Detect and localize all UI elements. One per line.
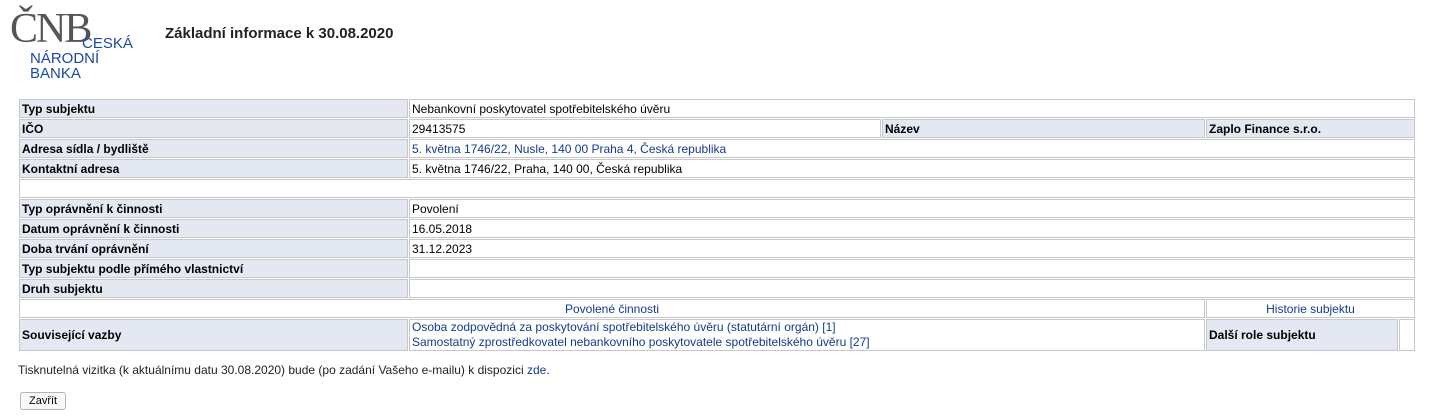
label-typ-subjektu: Typ subjektu (19, 99, 408, 118)
label-souvisejici: Související vazby (19, 319, 408, 351)
info-table (18, 98, 1416, 352)
value-kontakt: 5. května 1746/22, Praha, 140 00, Česká republika (409, 159, 1415, 178)
value-typ-opravneni: Povolení (409, 199, 1415, 218)
label-doba-trvani: Doba trvání oprávnění (19, 239, 408, 258)
value-doba-trvani: 31.12.2023 (409, 239, 1415, 258)
value-nazev: Zaplo Finance s.r.o. (1206, 119, 1415, 138)
value-dalsi-role (1399, 319, 1415, 351)
logo-line-1: ČESKÁ (82, 35, 133, 52)
logo-line-2: NÁRODNÍ (30, 50, 100, 67)
label-nazev: Název (882, 119, 1205, 138)
close-button[interactable]: Zavřít (20, 392, 66, 410)
footer-end: . (546, 363, 550, 377)
page-title: Základní informace k 30.08.2020 (165, 25, 394, 42)
table-row (19, 119, 1415, 138)
related-links-cell (409, 319, 1205, 351)
table-row (19, 99, 1415, 118)
zde-link[interactable]: zde (526, 363, 547, 377)
label-datum-opravneni: Datum oprávnění k činnosti (19, 219, 408, 238)
cnb-logo (10, 6, 133, 84)
logo-line-3: BANKA (30, 65, 81, 82)
table-row (19, 259, 1415, 278)
value-druh-subjektu (409, 279, 1415, 298)
historie-subjektu-link[interactable]: Historie subjektu (1206, 299, 1415, 318)
related-link-statutarni[interactable]: Osoba zodpovědná za poskytování spotřebitelského úvěru (statutární orgán) [1] (412, 320, 836, 334)
value-datum-opravneni: 16.05.2018 (409, 219, 1415, 238)
related-link-zprostredkovatel[interactable]: Samostatný zprostředkovatel nebankovního poskytovatele spotřebitelského úvěru [27] (412, 335, 870, 349)
label-dalsi-role: Další role subjektu (1206, 319, 1398, 351)
table-row (19, 219, 1415, 238)
label-kontakt: Kontaktní adresa (19, 159, 408, 178)
value-typ-vlastnictvi (409, 259, 1415, 278)
povolene-cinnosti-link[interactable]: Povolené činnosti (19, 299, 1205, 318)
table-row (19, 279, 1415, 298)
value-typ-subjektu: Nebankovní poskytovatel spotřebitelského úvěru (409, 99, 1415, 118)
label-adresa: Adresa sídla / bydliště (19, 139, 408, 158)
table-row (19, 239, 1415, 258)
label-ico: IČO (19, 119, 408, 138)
spacer-row (19, 179, 1415, 198)
table-row (19, 159, 1415, 178)
value-ico: 29413575 (409, 119, 881, 138)
address-link[interactable]: 5. května 1746/22, Nusle, 140 00 Praha 4, Česká republika (409, 139, 1415, 158)
logo-mark: ČNB (10, 6, 91, 52)
label-typ-vlastnictvi: Typ subjektu podle přímého vlastnictví (19, 259, 408, 278)
table-row (19, 319, 1415, 351)
links-row (19, 299, 1415, 318)
table-row (19, 139, 1415, 158)
label-typ-opravneni: Typ oprávnění k činnosti (19, 199, 408, 218)
table-row (19, 199, 1415, 218)
spacer-cell (19, 179, 1415, 198)
label-druh-subjektu: Druh subjektu (19, 279, 408, 298)
footer-text: Tisknutelná vizitka (k aktuálnímu datu 30.08.2020) bude (po zadání Vašeho e-mailu) k dispozici (18, 363, 527, 377)
printable-card-note (18, 363, 550, 377)
